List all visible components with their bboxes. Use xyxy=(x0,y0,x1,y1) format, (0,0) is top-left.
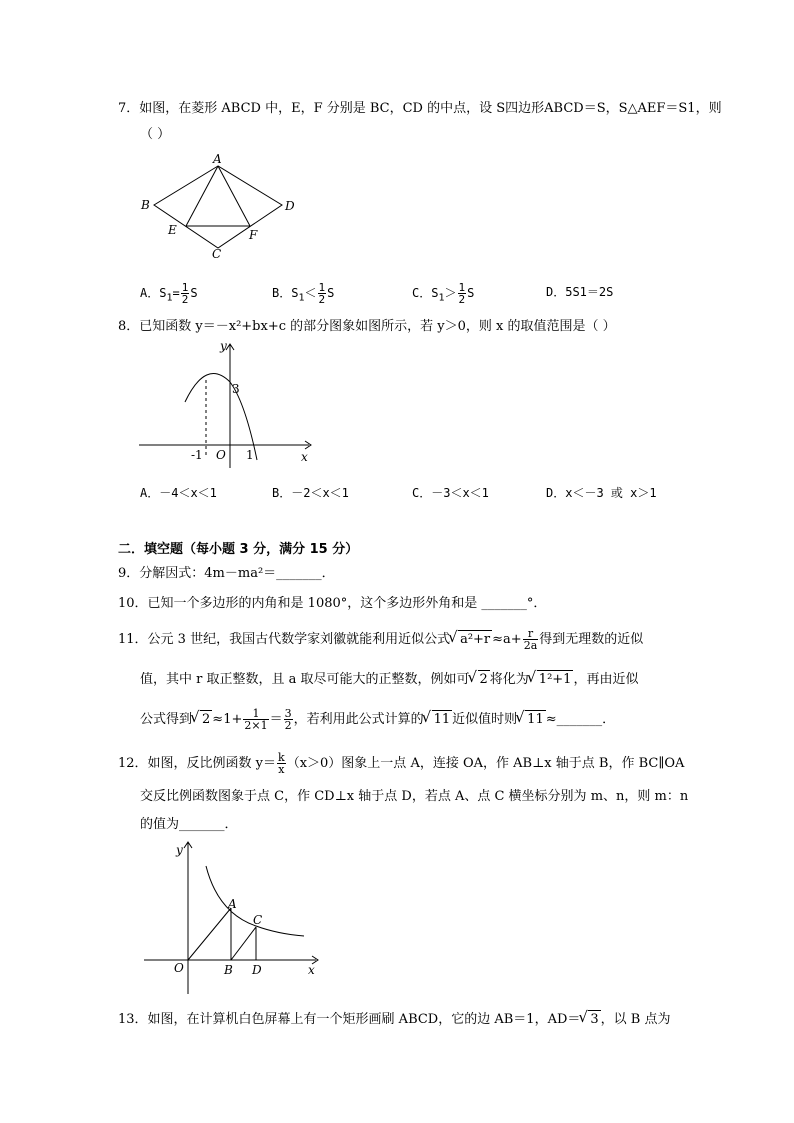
label-neg1: -1 xyxy=(191,448,203,462)
q12-hyperbola-figure xyxy=(138,838,338,998)
q7-option-b: B．$S_1<$ $\frac{1}{2}$ S xyxy=(272,281,335,306)
label-x: x xyxy=(301,450,308,464)
q11-line3: 公式得到√ 2 ≈1+ $\frac{1}{2\times 1}$ ＝ $\frac{3}{2}$ ，若利用此公式计算的√ 11 近似值时则√ 11 ≈_______． xyxy=(140,708,615,731)
section-2-heading: 二．填空题（每小题 3 分，满分 15 分） xyxy=(118,542,359,557)
label-y: y xyxy=(220,340,227,353)
q12-line1: 12．如图，反比例函数 y＝ $\frac{k}{x}$ （x＞0）图象上一点 A，连接 OA，作 AB⊥x 轴于点 B，作 BC∥OA xyxy=(118,751,685,776)
label-3: 3 xyxy=(232,382,240,396)
q8-parabola-figure xyxy=(135,340,320,475)
q12-line2: 交反比例函数图象于点 C，作 CD⊥x 轴于点 D，若点 A、点 C 横坐标分别为 m、n，则 m：n xyxy=(140,789,689,804)
q8-option-c: C．－3＜x＜1 xyxy=(412,486,489,500)
label-d: D xyxy=(252,963,262,977)
q9-text: 9．分解因式：4m－ma²＝_______． xyxy=(118,566,335,581)
label-x: x xyxy=(308,963,315,977)
segment-ae xyxy=(186,166,218,226)
segment-af xyxy=(218,166,250,226)
q7-text-line2: （ ） xyxy=(140,127,171,142)
segment-bc xyxy=(231,927,256,960)
q10-text: 10．已知一个多边形的内角和是 1080°，这个多边形外角和是 _______°． xyxy=(118,596,547,611)
q7-option-a: A．$S_1=$ $\frac{1}{2}$ S xyxy=(140,281,198,306)
label-e: E xyxy=(168,223,177,237)
q11-line2: 值，其中 r 取正整数，且 a 取尽可能大的正整数，例如可√ 2 将化为√ 1²+1 ，再由近似 xyxy=(140,670,638,689)
q8-text: 8．已知函数 y＝－x²+bx+c 的部分图象如图所示，若 y＞0，则 x 的取值范围是（ ） xyxy=(118,319,616,334)
q8-option-b: B．－2＜x＜1 xyxy=(272,486,349,500)
label-origin: O xyxy=(174,961,184,975)
q8-option-a: A．－4＜x＜1 xyxy=(140,486,217,500)
label-b: B xyxy=(224,963,233,977)
q7-rhombus-figure xyxy=(130,150,310,260)
label-d: D xyxy=(285,199,295,213)
label-a: A xyxy=(213,152,222,166)
q11-line1: 11．公元 3 世纪，我国古代数学家刘徽就能利用近似公式√ a²+r ≈a+ $\frac{r}{2a}$ 得到无理数的近似 xyxy=(118,628,643,651)
q7-option-d: D．5S1＝2S xyxy=(546,285,614,299)
label-y: y xyxy=(176,843,183,857)
q7-option-c: C．$S_1>$ $\frac{1}{2}$ S xyxy=(412,281,475,306)
label-f: F xyxy=(249,228,258,242)
label-1: 1 xyxy=(246,448,254,462)
label-c: C xyxy=(212,247,222,260)
q7-text-line1: 7．如图，在菱形 ABCD 中，E，F 分别是 BC，CD 的中点，设 S四边形ABCD＝S，S△AEF＝S1，则 xyxy=(118,101,722,116)
q12-line3: 的值为_______． xyxy=(140,817,238,832)
label-c: C xyxy=(253,913,263,927)
q13-text: 13．如图，在计算机白色屏幕上有一个矩形画刷 ABCD，它的边 AB＝1，AD＝√ 3 ，以 B 点为 xyxy=(118,1010,671,1029)
label-a: A xyxy=(228,897,237,911)
label-origin: O xyxy=(216,448,226,462)
q8-option-d: D．x＜－3 或 x＞1 xyxy=(546,486,657,500)
segment-oa xyxy=(188,908,231,960)
label-b: B xyxy=(141,198,150,212)
